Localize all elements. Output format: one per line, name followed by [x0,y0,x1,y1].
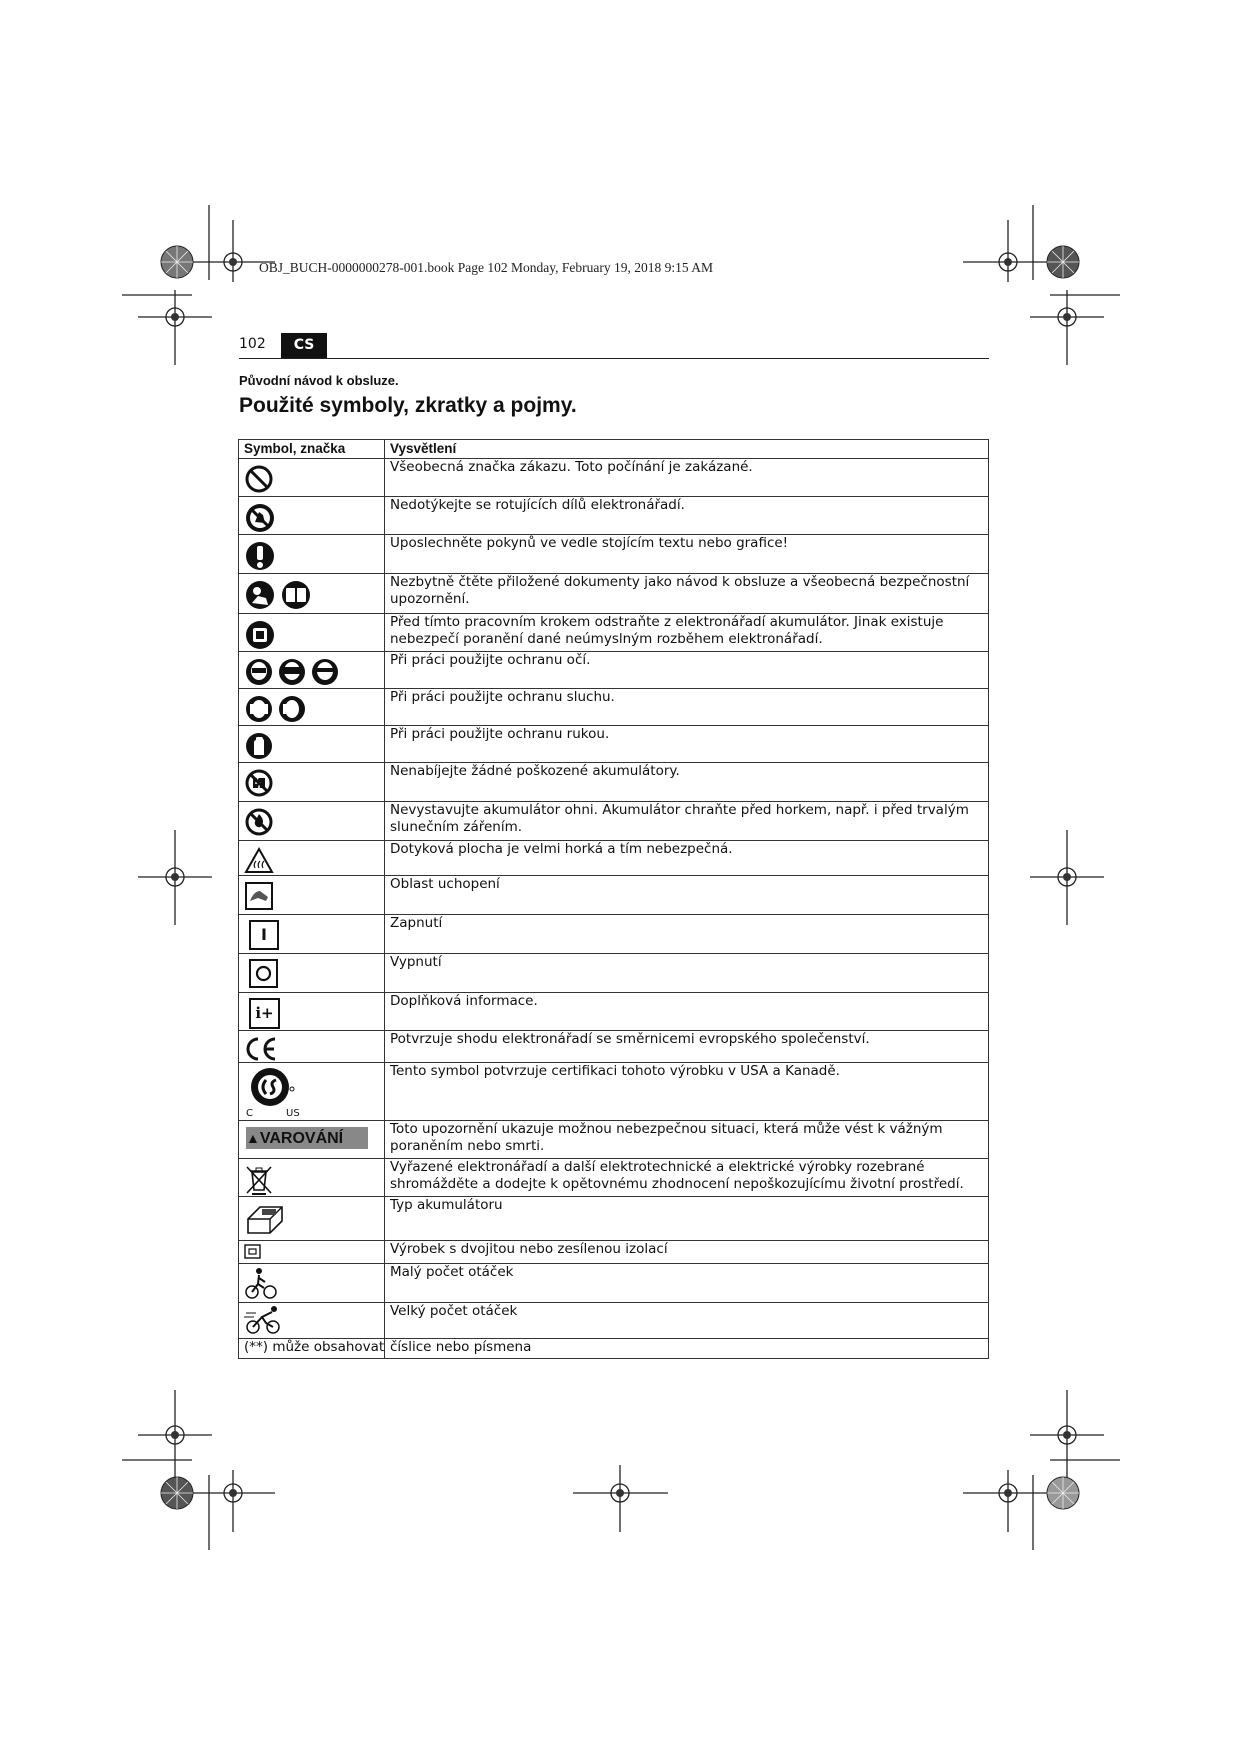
table-row [239,954,989,993]
footer-note-label: (**) může obsahovat [239,1339,385,1359]
fast-cyclist-icon [244,1305,284,1335]
warning-label-icon: ▲VAROVÁNÍ [246,1127,368,1149]
table-row [239,763,989,802]
hand-protection-icon [244,731,274,761]
power-on-icon: I [249,920,279,950]
table-row [239,689,989,726]
row-text: Velký počet otáček [385,1303,989,1339]
table-row [239,993,989,1031]
page-title: Použité symboly, zkratky a pojmy. [239,394,577,417]
slow-cyclist-icon [244,1266,278,1300]
table-row [239,876,989,915]
table-row [239,614,989,652]
csa-mark-icon: C US [244,1065,304,1117]
row-text: Oblast uchopení [385,876,989,915]
column-header-explanation: Vysvětlení [385,440,989,459]
table-row [239,535,989,574]
row-text: Doplňková informace. [385,993,989,1031]
row-text: Při práci použijte ochranu očí. [385,652,989,689]
exclamation-icon [244,540,276,572]
grip-area-icon [244,881,274,911]
table-header-row [239,440,989,459]
weee-bin-icon [244,1164,274,1196]
hot-surface-icon [244,846,274,874]
prohibition-icon [244,464,274,494]
subtitle: Původní návod k obsluze. [239,373,399,388]
remove-battery-icon [244,619,276,651]
header-divider [239,358,989,359]
row-text: Tento symbol potvrzuje certifikaci tohoto výrobku v USA a Kanadě. [385,1063,989,1121]
table-row [239,1241,989,1264]
row-text: Při práci použijte ochranu sluchu. [385,689,989,726]
power-off-icon [244,959,280,989]
no-fire-battery-icon [244,807,274,837]
table-row [239,915,989,954]
row-text: Typ akumulátoru [385,1197,989,1241]
book-info-line: OBJ_BUCH-0000000278-001.book Page 102 Monday, February 19, 2018 9:15 AM [259,260,713,275]
row-text: Nezbytně čtěte přiložené dokumenty jako návod k obsluze a všeobecná bezpečnostní upozornění. [385,574,989,614]
row-text: Vypnutí [385,954,989,993]
no-damaged-battery-charge-icon [244,768,274,798]
table-row [239,802,989,841]
row-text: Nedotýkejte se rotujících dílů elektronářadí. [385,497,989,535]
hearing-protection-icon [244,694,310,724]
read-manual-icon [244,579,314,611]
row-text: Nenabíjejte žádné poškozené akumulátory. [385,763,989,802]
table-row [239,1121,989,1159]
table-row [239,1197,989,1241]
battery-pack-icon [244,1199,288,1237]
table-row [239,652,989,689]
no-touch-rotating-icon [244,502,276,534]
row-text: Vyřazené elektronářadí a další elektrotechnické a elektrické výrobky rozebrané shromážděte a dodejte k opětovnému zhodnocení nepoškozujícímu životní prostředí. [385,1159,989,1197]
table-row [239,1303,989,1339]
symbols-table [238,439,989,1359]
row-text: Malý počet otáček [385,1264,989,1303]
eye-protection-icon [244,657,344,687]
double-insulation-icon [244,1244,262,1260]
row-text: Všeobecná značka zákazu. Toto počínání je zakázané. [385,459,989,497]
row-text: Nevystavujte akumulátor ohni. Akumulátor chraňte před horkem, např. i před trvalým slunečním zářením. [385,802,989,841]
row-text: Výrobek s dvojitou nebo zesílenou izolací [385,1241,989,1264]
table-row [239,1264,989,1303]
page-number: 102 [239,336,266,352]
table-row [239,1031,989,1063]
table-row [239,497,989,535]
table-footer-row [239,1339,989,1359]
table-row [239,1159,989,1197]
info-icon: i+ [249,998,280,1029]
row-text: Toto upozornění ukazuje možnou nebezpečnou situaci, která může vést k vážným poraněním nebo smrti. [385,1121,989,1159]
row-text: Před tímto pracovním krokem odstraňte z elektronářadí akumulátor. Jinak existuje nebezpečí poranění dané neúmyslným rozběhem elektronářadí. [385,614,989,652]
row-text: Zapnutí [385,915,989,954]
ce-mark-icon [244,1036,278,1062]
row-text: Potvrzuje shodu elektronářadí se směrnicemi evropského společenství. [385,1031,989,1063]
row-text: Uposlechněte pokynů ve vedle stojícím textu nebo grafice! [385,535,989,574]
row-text: Při práci použijte ochranu rukou. [385,726,989,763]
table-row [239,459,989,497]
row-text: Dotyková plocha je velmi horká a tím nebezpečná. [385,841,989,876]
footer-note-text: číslice nebo písmena [385,1339,989,1359]
table-row [239,1063,989,1121]
table-row [239,726,989,763]
column-header-symbol: Symbol, značka [239,440,385,459]
table-row [239,574,989,614]
table-row [239,841,989,876]
language-badge: CS [281,333,327,358]
